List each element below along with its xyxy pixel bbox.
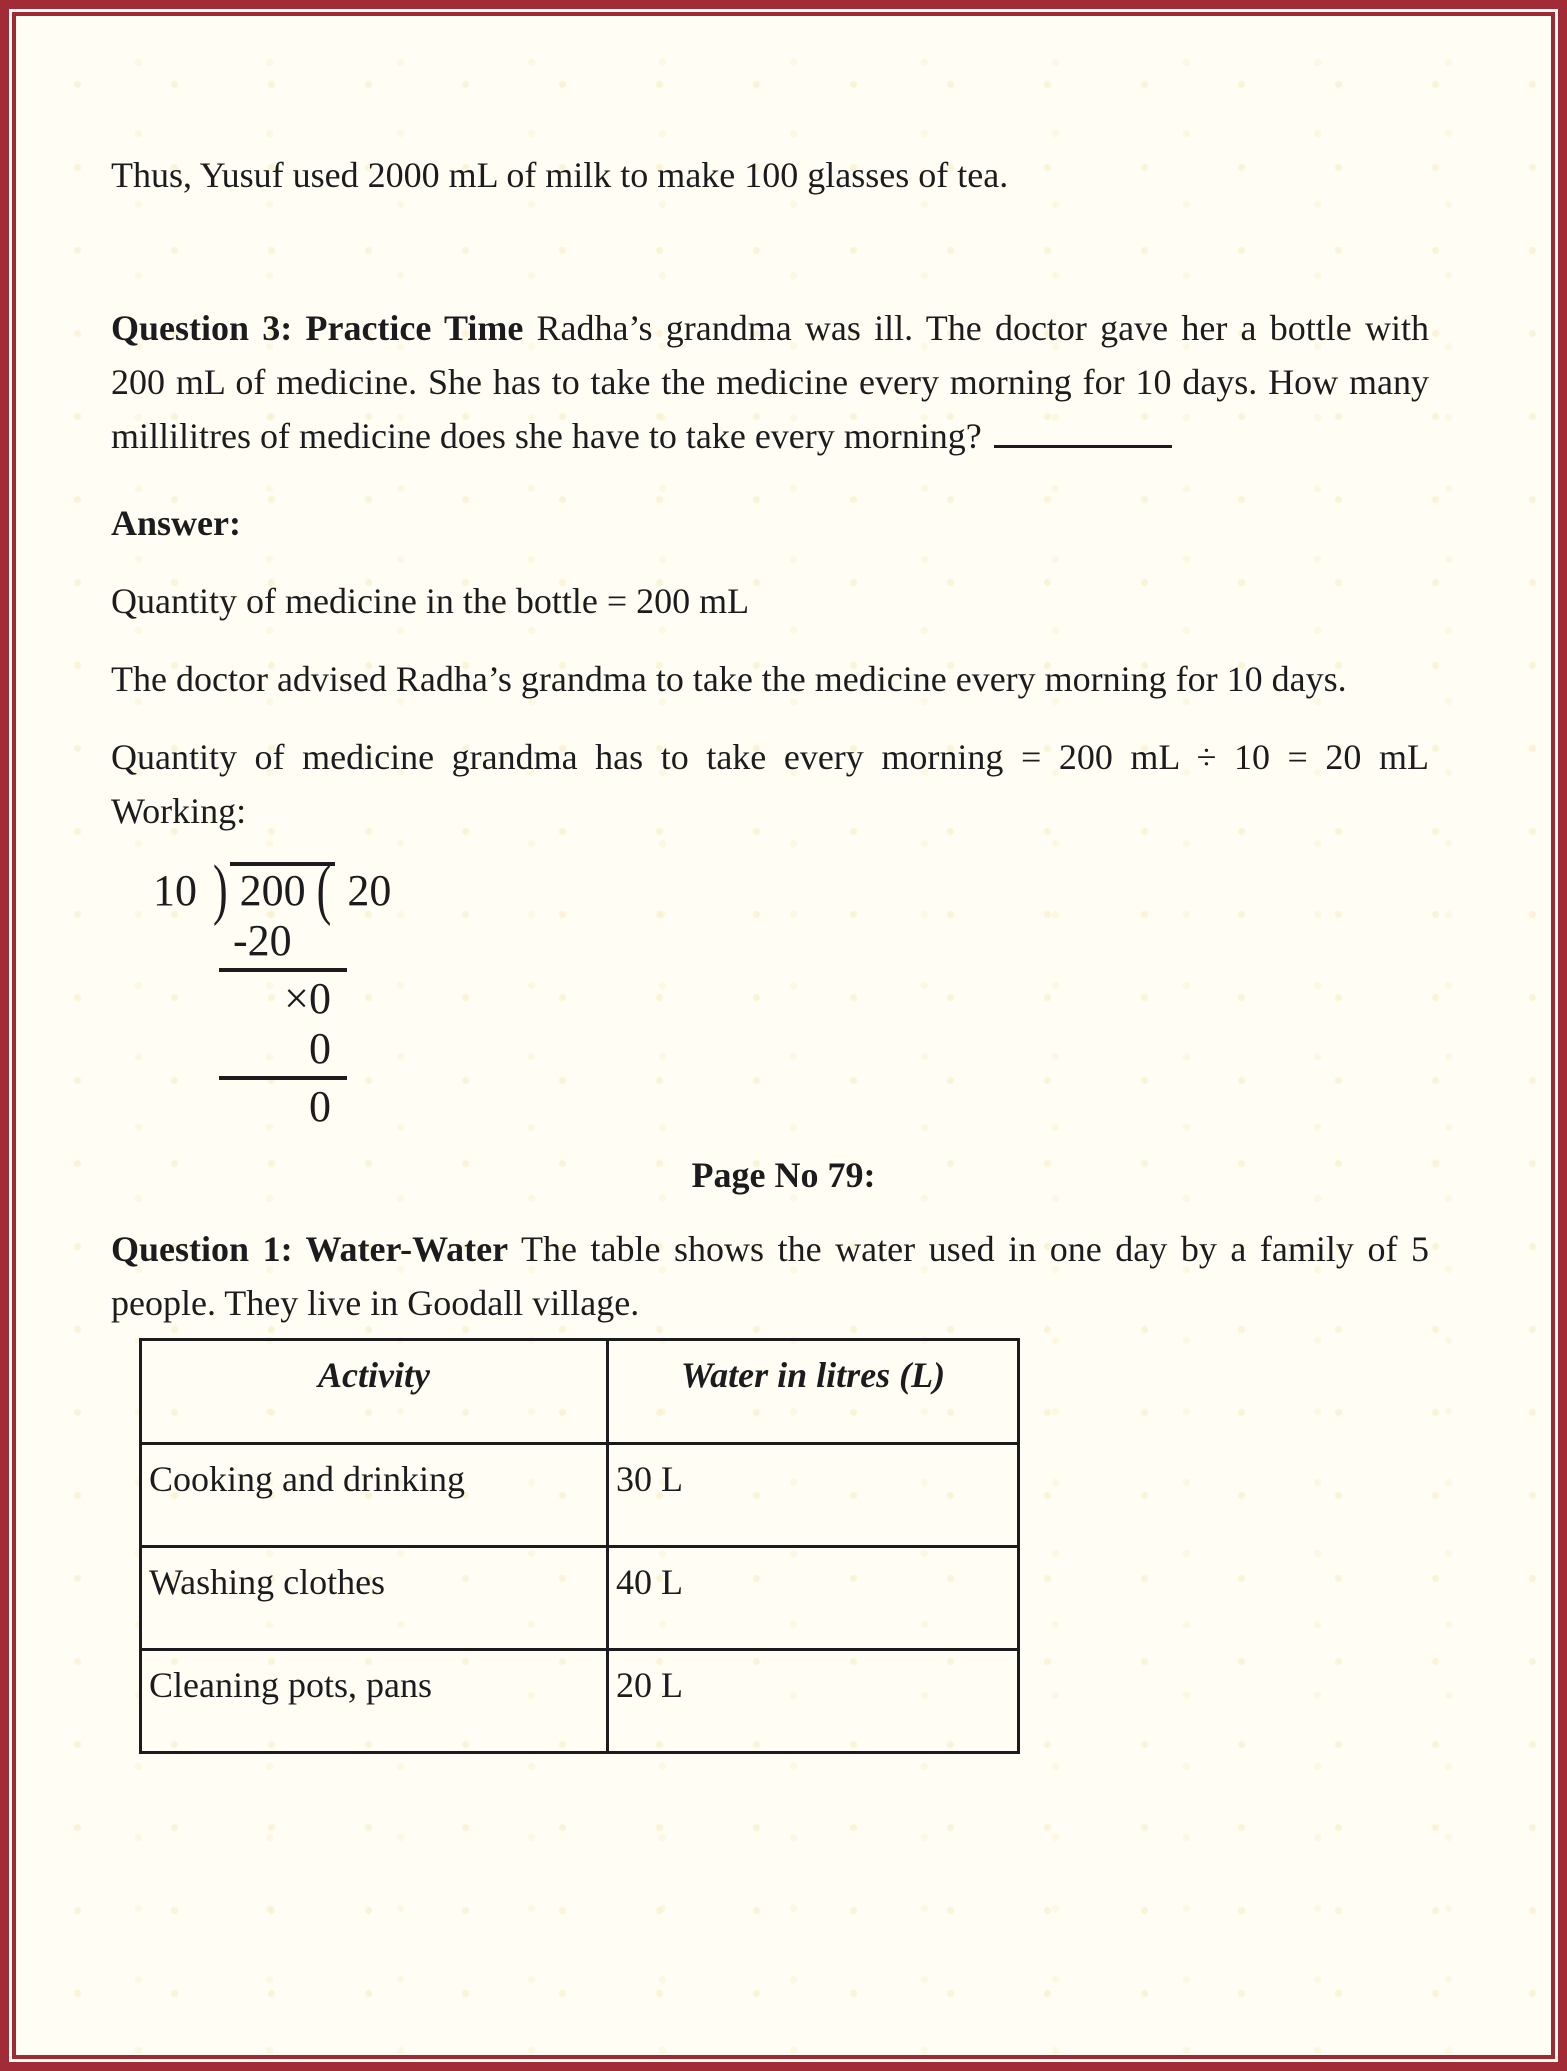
water-usage-table [139,1338,1020,1754]
page-border-gap [9,9,1558,2062]
page-number-heading-text: Page No 79: [691,1155,876,1195]
question-3-label: Question 3: Practice Time [111,308,524,348]
division-steps-column [219,916,347,1132]
question-3-paragraph [111,301,1429,463]
answer-line-3-text: Quantity of medicine grandma has to take every morning = 200 mL ÷ 10 = 20 mL Working: [111,737,1429,831]
answer-blank-underline [994,445,1172,448]
long-division-working [111,850,1456,1132]
answer-label [111,496,1429,550]
answer-line-2 [111,652,1429,706]
table-header-water: Water in litres (L) [608,1340,1019,1444]
division-close-bracket-icon: ) [213,850,228,927]
question-1-paragraph [111,1222,1429,1330]
intro-text: Thus, Yusuf used 2000 mL of milk to make 100 glasses of tea. [111,155,1009,195]
division-quotient: 20 [347,866,392,915]
answer-label-text: Answer: [111,503,241,543]
question-1-text: The table shows the water used in one day by a family of 5 people. They live in Goodall village. [111,1229,1430,1323]
answer-line-2-text: The doctor advised Radha’s grandma to take the medicine every morning for 10 days. [111,659,1347,699]
table-row [141,1650,1019,1753]
intro-line [111,148,1429,202]
table-cell-activity: Cooking and drinking [141,1444,608,1547]
division-step-bring-down: ×0 [284,974,331,1023]
division-rule-1 [219,968,347,972]
division-step-subtract: -20 [233,916,292,965]
answer-line-1-text: Quantity of medicine in the bottle = 200 mL [111,581,750,621]
answer-line-1 [111,574,1429,628]
division-step-zero: 0 [309,1024,331,1073]
table-header-row [141,1340,1019,1444]
table-cell-water: 40 L [608,1547,1019,1650]
page-frame [12,12,1555,2059]
table-cell-activity: Cleaning pots, pans [141,1650,608,1753]
table-row [141,1444,1019,1547]
division-dividend: 200 [239,866,306,915]
division-vinculum [230,850,336,927]
division-top-row [153,850,1456,927]
table-cell-activity: Washing clothes [141,1547,608,1650]
answer-line-3 [111,730,1429,838]
table-header-activity: Activity [141,1340,608,1444]
table-cell-water: 30 L [608,1444,1019,1547]
division-rule-2 [219,1076,347,1080]
table-row [141,1547,1019,1650]
page-number-heading [111,1148,1456,1202]
question-1-label: Question 1: Water-Water [111,1229,509,1269]
table-cell-water: 20 L [608,1650,1019,1753]
division-divisor: 10 [153,866,197,915]
page-content [16,16,1551,1754]
division-remainder: 0 [309,1082,331,1131]
question-3-text: Radha’s grandma was ill. The doctor gave her a bottle with 200 mL of medicine. She has to take the medicine every morning for 10 days. How many millilitres of medicine does she have to take every morning? [111,308,1429,456]
division-open-bracket-icon: ( [316,850,332,927]
